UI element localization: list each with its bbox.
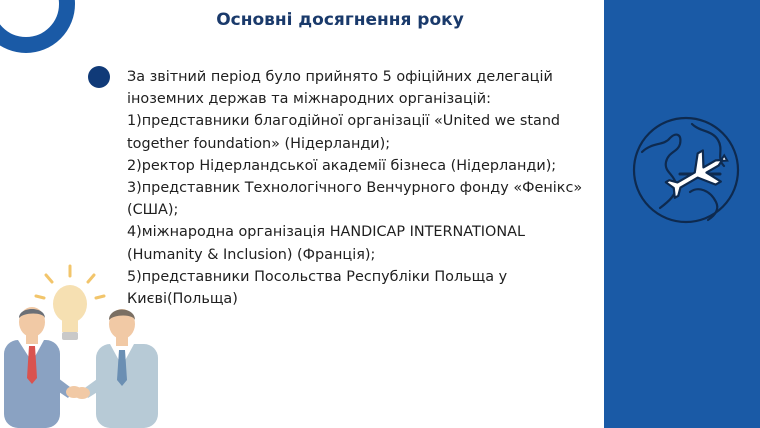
bullet-dot <box>88 66 110 88</box>
handshake-illustration <box>0 262 170 428</box>
body-line: Києві(Польща) <box>127 291 238 308</box>
slide-title: Основні досягнення року <box>216 10 464 30</box>
slide-body <box>127 66 583 310</box>
body-line: (Humanity & Inclusion) (Франція); <box>127 246 376 263</box>
globe-airplane-icon <box>620 112 750 232</box>
body-line: 2)ректор Нідерландської академії бізнеса (Нідерланди); <box>127 157 557 174</box>
right-man-figure <box>74 309 158 428</box>
body-line: together foundation» (Нідерланди); <box>127 135 391 152</box>
body-line: 4)міжнародна організація HANDICAP INTERNATIONAL <box>127 224 525 241</box>
lightbulb-icon <box>36 266 104 340</box>
body-line: іноземних держав та міжнародних організацій: <box>127 91 491 108</box>
decorative-ring-icon <box>0 0 80 60</box>
body-line: 5)представники Посольства Республіки Польща у <box>127 268 508 285</box>
body-line: 3)представник Технологічного Венчурного фонду «Фенікс» <box>127 180 583 197</box>
body-line: (США); <box>127 202 179 219</box>
body-line: За звітний період було прийнято 5 офіційних делегацій <box>127 69 553 85</box>
body-line: 1)представники благодійної організації «United we stand <box>127 113 561 130</box>
